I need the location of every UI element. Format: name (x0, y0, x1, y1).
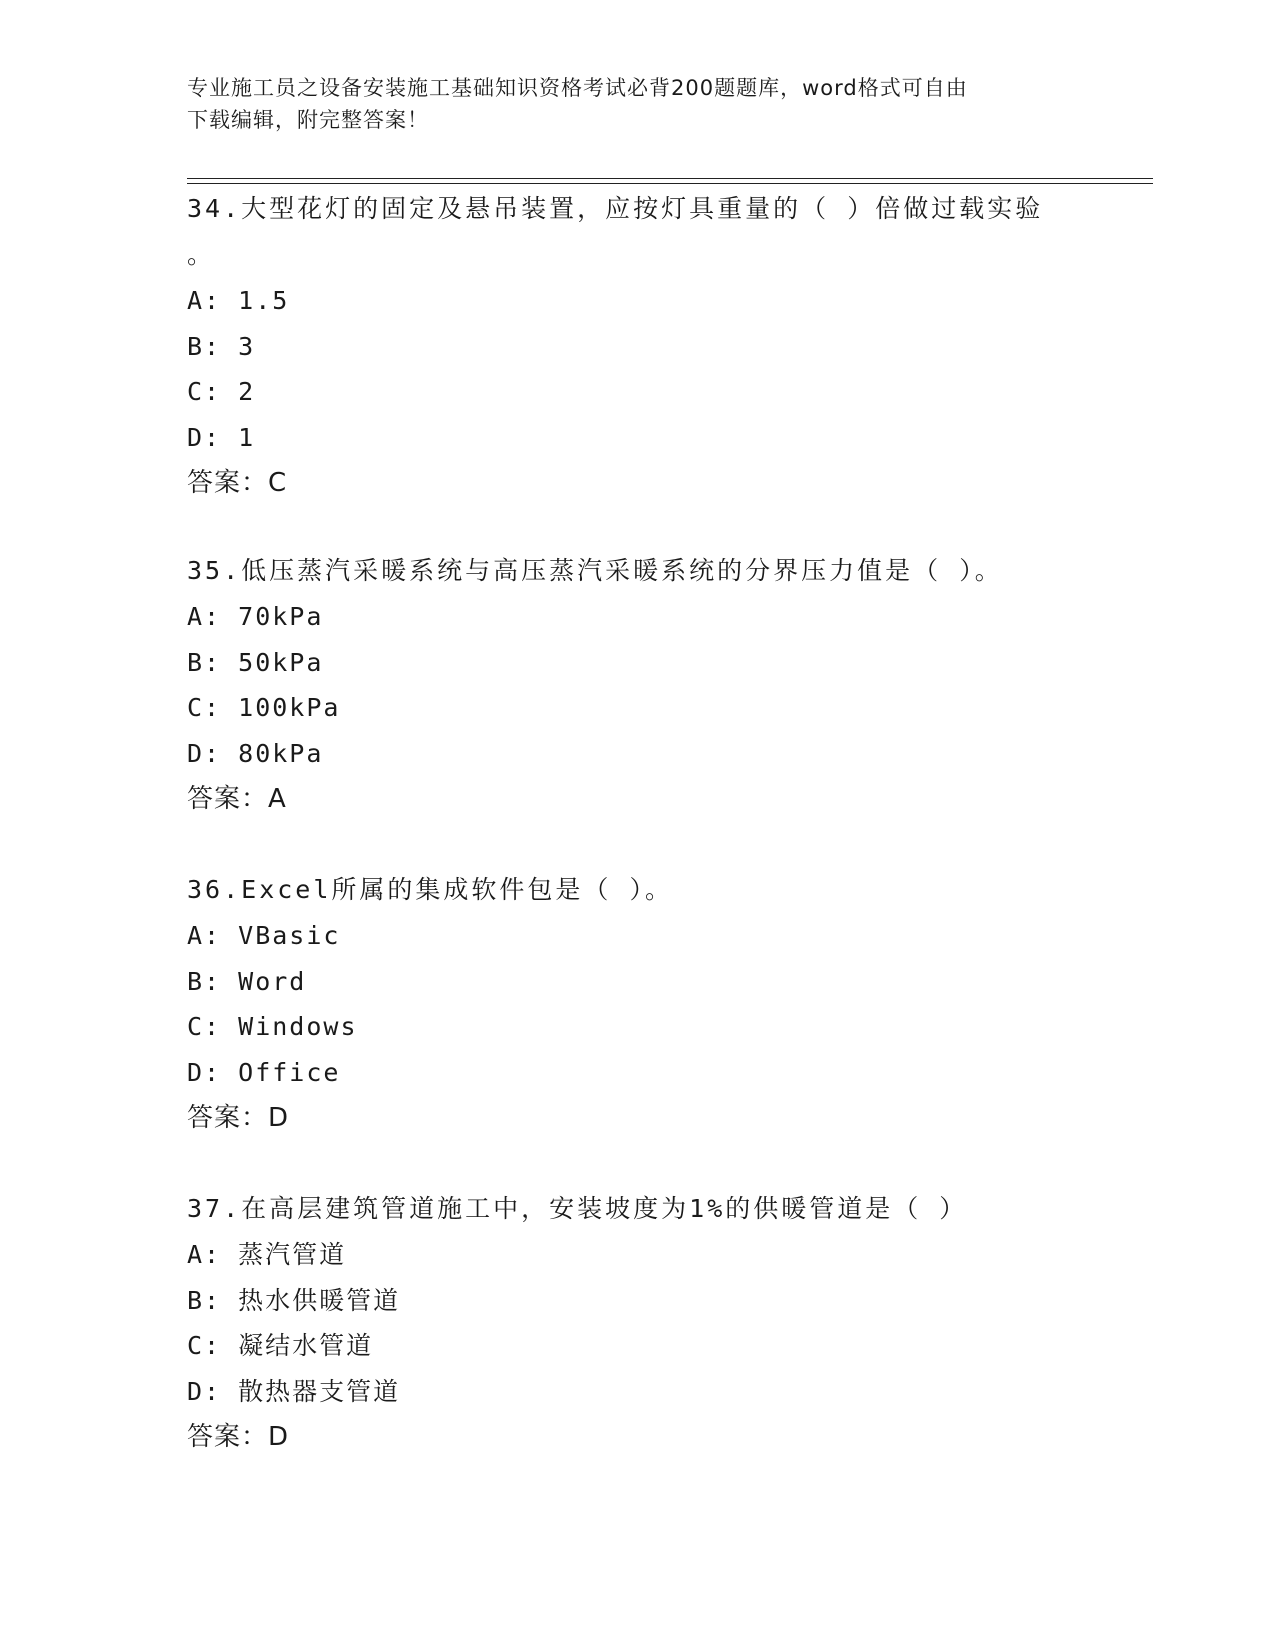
question-37 (187, 1186, 1087, 1460)
option-c: C: Windows (187, 1012, 358, 1041)
option-c: C: 凝结水管道 (187, 1331, 374, 1360)
question-stem-continued: 。 (187, 240, 216, 269)
option-d: D: 80kPa (187, 738, 324, 768)
header-divider (187, 178, 1153, 184)
option-b: B: Word (187, 966, 307, 996)
question-35 (187, 548, 1087, 822)
option-a: A: 1.5 (187, 286, 290, 315)
question-stem: 37.在高层建筑管道施工中，安装坡度为1%的供暖管道是（ ） (187, 1194, 968, 1223)
answer: 答案：C (187, 468, 288, 498)
answer: 答案：D (187, 1103, 290, 1133)
option-b: B: 3 (187, 331, 256, 361)
option-a: A: 70kPa (187, 602, 324, 631)
option-d: D: Office (187, 1057, 341, 1087)
question-34 (187, 186, 1087, 506)
header-line-1: 专业施工员之设备安装施工基础知识资格考试必背200题题库，word格式可自由 (187, 76, 968, 100)
document-header (187, 72, 1087, 136)
header-line-2: 下载编辑，附完整答案！ (187, 108, 429, 132)
option-b: B: 热水供暖管道 (187, 1285, 401, 1315)
answer: 答案：D (187, 1422, 290, 1452)
option-b: B: 50kPa (187, 647, 324, 677)
option-a: A: 蒸汽管道 (187, 1240, 347, 1269)
answer: 答案：A (187, 784, 287, 814)
option-a: A: VBasic (187, 921, 341, 950)
question-stem: 36.Excel所属的集成软件包是（ ）。 (187, 875, 673, 904)
question-36 (187, 867, 1087, 1141)
option-c: C: 100kPa (187, 693, 341, 722)
option-c: C: 2 (187, 377, 256, 406)
question-stem: 34.大型花灯的固定及悬吊装置，应按灯具重量的（ ）倍做过载实验 (187, 194, 1044, 223)
option-d: D: 1 (187, 422, 256, 452)
option-d: D: 散热器支管道 (187, 1376, 401, 1406)
question-stem: 35.低压蒸汽采暖系统与高压蒸汽采暖系统的分界压力值是（ ）。 (187, 556, 1003, 585)
